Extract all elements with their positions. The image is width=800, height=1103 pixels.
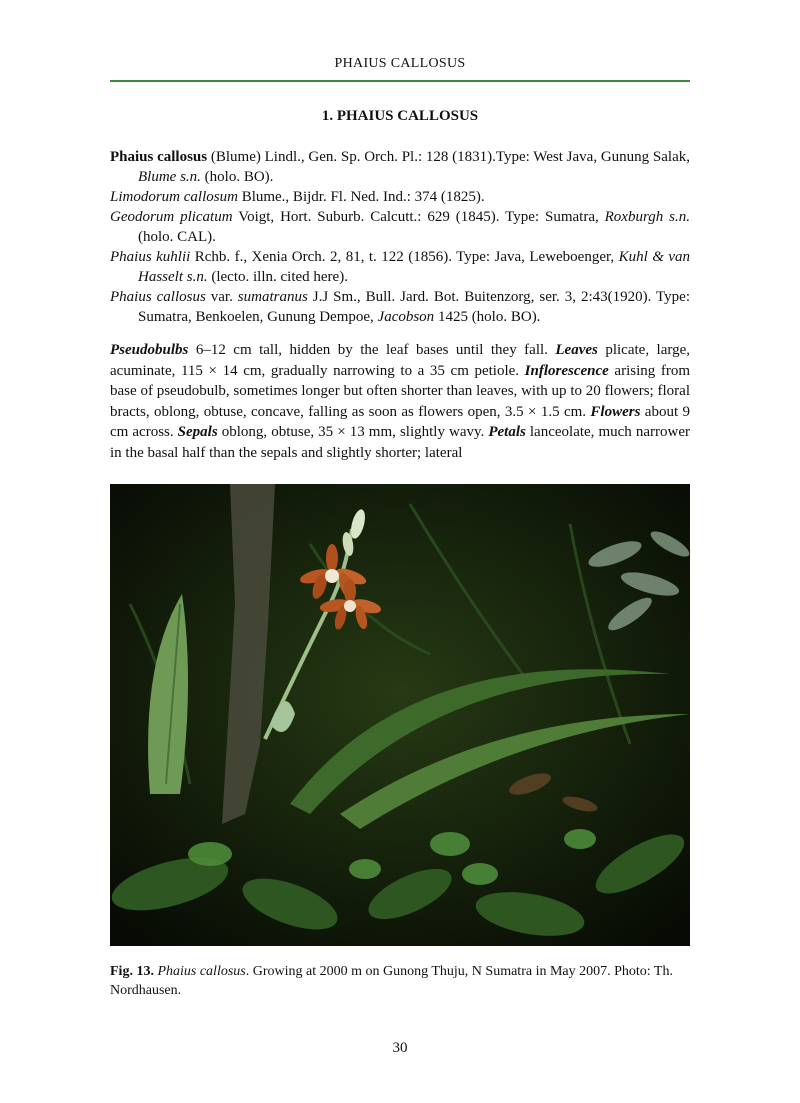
citation-end: (holo. CAL). — [138, 229, 216, 245]
term-pseudobulbs: Pseudobulbs — [110, 342, 189, 358]
figure-label: Fig. 13. — [110, 964, 154, 979]
synonym-entry — [110, 287, 690, 327]
figure-photo — [110, 484, 690, 946]
term-petals: Petals — [488, 424, 526, 440]
description-text: about 9 cm across. — [110, 403, 691, 440]
term-leaves: Leaves — [555, 342, 598, 358]
orchid-photo-illustration — [110, 484, 690, 946]
synonym-entry — [110, 207, 690, 247]
caption-text: . Growing at 2000 m on Gunong Thuju, N Sumatra in May 2007. Photo: Th. Nordhausen. — [110, 964, 673, 998]
rank-text: var. — [205, 289, 238, 305]
accepted-name: Phaius callosus — [110, 149, 208, 165]
collector: Kuhl & van Hasselt s.n. — [138, 249, 690, 285]
synonym-name: Geodorum plicatum — [110, 209, 233, 225]
term-inflorescence: Inflorescence — [524, 362, 609, 379]
synonym-name: Phaius kuhlii — [110, 249, 191, 265]
collector: Roxburgh s.n. — [604, 209, 690, 225]
citation-text: J.J Sm., Bull. Jard. Bot. Buitenzorg, ser. 3, 2:43(1920). Type: Sumatra, Benkoelen, Gunung Dempoe, — [138, 289, 690, 325]
description-text: arising from base of pseudobulb, sometimes longer but often shorter than leaves, with up to 20 flowers; floral bracts, oblong, obtuse, concave, falling as soon as flowers open, 3.5 × 1.5 cm. — [110, 362, 691, 420]
citation-text: (Blume) Lindl., Gen. Sp. Orch. Pl.: 128 (1831).Type: West Java, Gunung Salak, — [207, 149, 690, 165]
citation-text: Blume., Bijdr. Fl. Ned. Ind.: 374 (1825). — [237, 189, 485, 205]
citation-text: Rchb. f., Xenia Orch. 2, 81, t. 122 (1856). Type: Java, Leweboenger, — [190, 249, 619, 265]
description-text: 6–12 cm tall, hidden by the leaf bases until they fall. — [188, 342, 556, 358]
header-rule — [110, 80, 690, 82]
species-description — [110, 340, 690, 463]
term-flowers: Flowers — [590, 403, 641, 420]
description-text: lanceolate, much narrower in the basal half than the sepals and slightly shorter; lateral — [110, 424, 690, 461]
collector: Blume s.n. — [138, 169, 201, 185]
synonym-entry — [110, 247, 690, 287]
page-number: 30 — [392, 1040, 408, 1056]
variety-name: sumatranus — [237, 289, 308, 305]
section-title: 1. PHAIUS CALLOSUS — [321, 108, 479, 124]
description-text: oblong, obtuse, 35 × 13 mm, slightly wavy. — [217, 424, 489, 440]
citation-text: Voigt, Hort. Suburb. Calcutt.: 629 (1845). Type: Sumatra, — [232, 209, 605, 225]
citation-end: (holo. BO). — [200, 169, 274, 185]
synonymy-list — [110, 147, 690, 327]
synonym-name: Phaius callosus — [110, 289, 206, 305]
collector: Jacobson — [377, 309, 435, 325]
synonym-entry — [110, 187, 690, 207]
figure-caption — [110, 962, 690, 1000]
citation-end: (lecto. illn. cited here). — [207, 269, 348, 285]
synonym-name: Limodorum callosum — [110, 189, 238, 205]
description-text: plicate, large, acuminate, 115 × 14 cm, gradually narrowing to a 35 cm petiole. — [110, 342, 690, 379]
term-sepals: Sepals — [177, 424, 218, 440]
citation-end: 1425 (holo. BO). — [434, 309, 541, 325]
synonym-entry — [110, 147, 690, 187]
caption-species: Phaius callosus — [157, 964, 246, 979]
running-head: PHAIUS CALLOSUS — [334, 56, 466, 71]
